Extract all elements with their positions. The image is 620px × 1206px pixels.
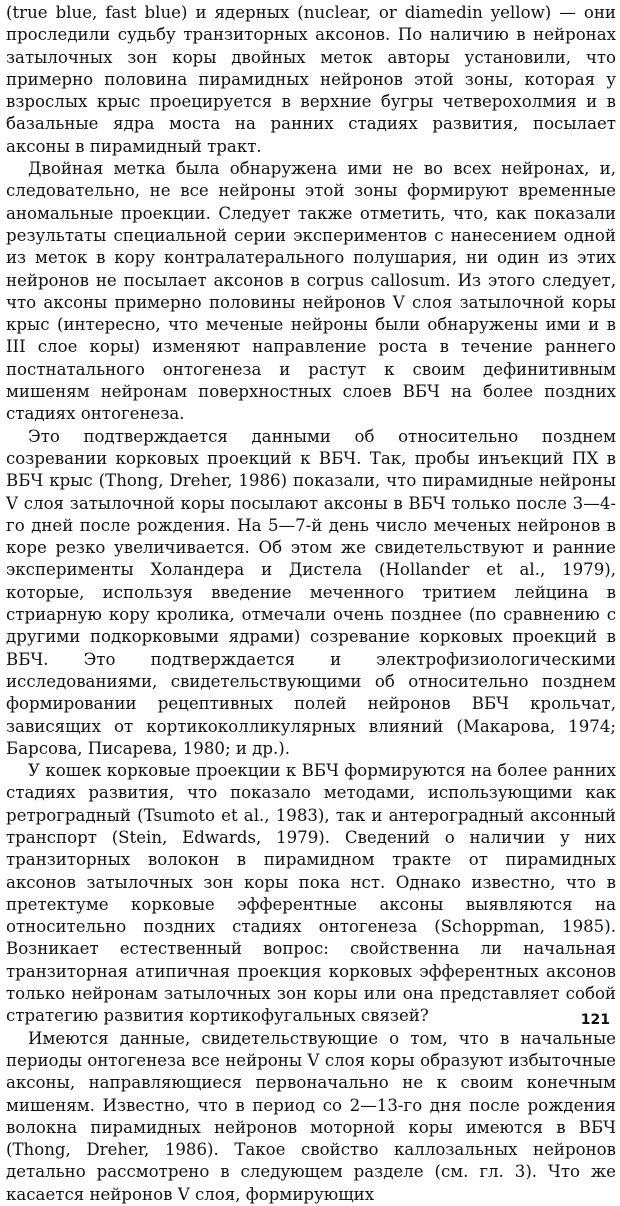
paragraph-1: (true blue, fast blue) и ядерных (nuclear, or diamedin yellow) — они проследили судьбу транзиторных аксонов. По наличию в нейронах затылочных зон коры двойных меток авторы установили, что примерно половина пирамидных нейронов этой зоны, которая у взрослых крыс проецируется в верхние бугры четверохолмия и в базальные ядра моста на ранних стадиях развития, посылает аксоны в пирамидный тракт. [6,3,616,156]
paragraph-5: Имеются данные, свидетельствующие о том, что в начальные периоды онтогенеза все нейроны V слоя коры образуют избыточные аксоны, направляющиеся первоначально не к своим конечным мишеням. Известно, что в период со 2—13-го дня после рождения волокна пирамидных нейронов моторной коры имеются в ВБЧ (Thong, Dreher, 1986). Такое свойство каллозальных нейронов детально рассмотрено в следующем разделе (см. гл. 3). Что же касается нейронов V слоя, формирующих [6,1028,616,1204]
page-number: 121 [580,1012,610,1028]
paragraph-3: Это подтверждается данными об относительно позднем созревании корковых проекций к ВБЧ. Так, пробы инъекций ПХ в ВБЧ крыс (Thong, Dreher, 1986) показали, что пирамидные нейроны V слоя затылочной коры посылают аксоны в ВБЧ только после 3—4-го дней после рождения. На 5—7-й день число меченых нейронов в коре резко увеличивается. Об этом же свидетельствуют и ранние эксперименты Холандера и Дистела (Hollander et al., 1979), которые, используя введение меченного тритием лейцина в стриарную кору кролика, отмечали очень позднее (по сравнению с другими подкорковыми ядрами) созревание корковых проекций в ВБЧ. Это подтверждается и электрофизиологическими исследованиями, свидетельствующими об относительно позднем формировании рецептивных полей нейронов ВБЧ крольчат, зависящих от кортикоколликулярных влияний (Макарова, 1974; Барсова, Писарева, 1980; и др.). [6,426,616,758]
page-body [6,2,616,1206]
paragraph-4: У кошек корковые проекции к ВБЧ формируются на более ранних стадиях развития, что показало методами, использующими как ретроградный (Tsumoto et al., 1983), так и антероградный аксонный транспорт (Stein, Edwards, 1979). Сведений о наличии у них транзиторных волокон в пирамидном тракте от пирамидных аксонов затылочных зон коры пока нст. Однако известно, что в претектуме корковые эфферентные аксоны выявляются на относительно поздних стадиях онтогенеза (Schoppman, 1985). Возникает естественный вопрос: свойственна ли начальная транзиторная атипичная проекция корковых эфферентных аксонов только нейронам затылочных зон коры или она представляет собой стратегию развития кортикофугальных связей? [6,761,616,1026]
paragraph-2: Двойная метка была обнаружена ими не во всех нейронах, и, следовательно, не все нейроны этой зоны формируют временные аномальные проекции. Следует также отметить, что, как показали результаты специальной серии экспериментов с нанесением одной из меток в кору контралатерального полушария, ни один из этих нейронов не посылает аксонов в corpus callosum. Из этого следует, что аксоны примерно половины нейронов V слоя затылочной коры крыс (интересно, что меченые нейроны были обнаружены ими и в III слое коры) изменяют направление роста в течение раннего постнатального онтогенеза и растут к своим дефинитивным мишеням нейронам поверхностных слоев ВБЧ на более поздних стадиях онтогенеза. [6,159,616,424]
